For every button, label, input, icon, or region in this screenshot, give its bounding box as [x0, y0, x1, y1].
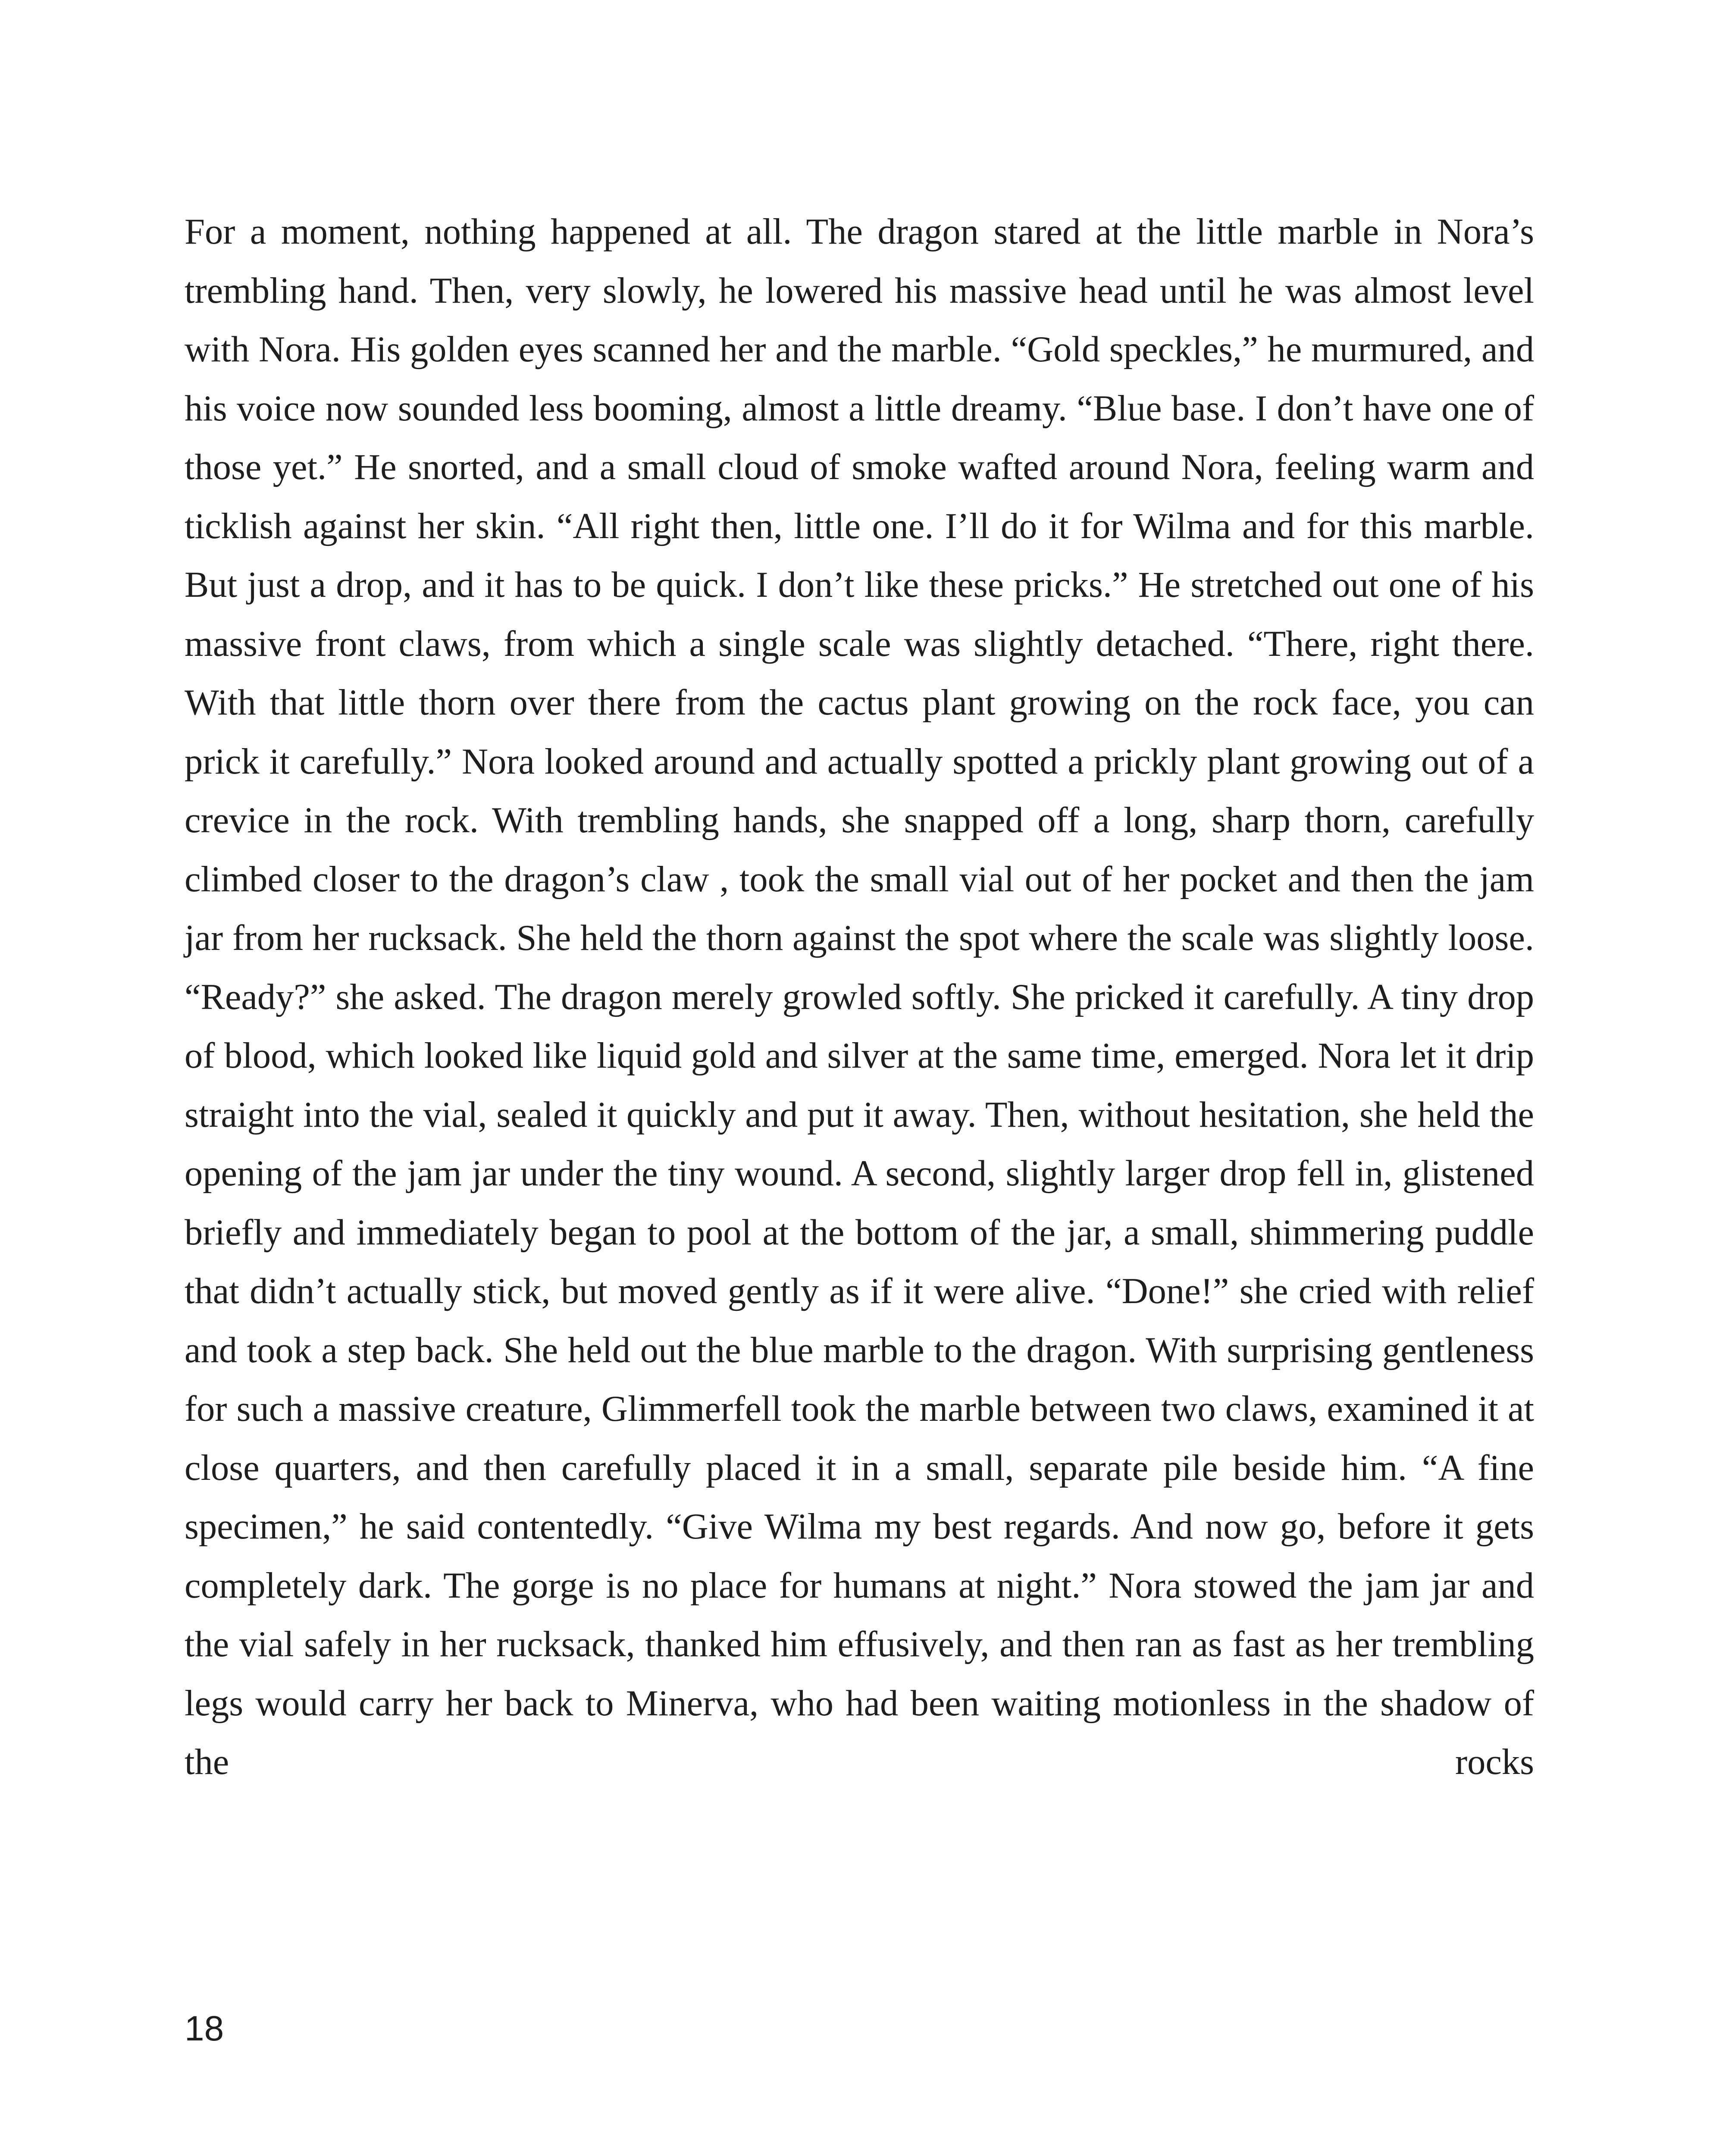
body-paragraph: For a moment, nothing happened at all. The dragon stared at the little marble in Nora’s trembling hand. Then, very slowly, he lowered his massive head until he was almost level with Nora. His golden eyes scanned her and the marble. “Gold speckles,” he murmured, and his voice now sounded less booming, almost a little dreamy. “Blue base. I don’t have one of those yet.” He snorted, and a small cloud of smoke wafted around Nora, feeling warm and ticklish against her skin. “All right then, little one. I’ll do it for Wilma and for this marble. But just a drop, and it has to be quick. I don’t like these pricks.” He stretched out one of his massive front claws, from which a single scale was slightly detached. “There, right there. With that little thorn over there from the cactus plant growing on the rock face, you can prick it carefully.” Nora looked around and actually spotted a prickly plant growing out of a crevice in the rock. With trembling hands, she snapped off a long, sharp thorn, carefully climbed closer to the dragon’s claw , took the small vial out of her pocket and then the jam jar from her rucksack. She held the thorn against the spot where the scale was slightly loose. “Ready?” she asked. The dragon merely growled softly. She pricked it carefully. A tiny drop of blood, which looked like liquid gold and silver at the same time, emerged. Nora let it drip straight into the vial, sealed it quickly and put it away. Then, without hesitation, she held the opening of the jam jar under the tiny wound. A second, slightly larger drop fell in, glistened briefly and immediately began to pool at the bottom of the jar, a small, shimmering puddle that didn’t actually stick, but moved gently as if it were alive. “Done!” she cried with relief and took a step back. She held out the blue marble to the dragon. With surprising gentleness for such a massive creature, Glimmerfell took the marble between two claws, examined it at close quarters, and then carefully placed it in a small, separate pile beside him. “A fine specimen,” he said contentedly. “Give Wilma my best regards. And now go, before it gets completely dark. The gorge is no place for humans at night.” Nora stowed the jam jar and the vial safely in her rucksack, thanked him effusively, and then ran as fast as her trembling legs would carry her back to Minerva, who had been waiting motionless in the shadow of the rocks — [185, 212, 1534, 1782]
page-number: 18 — [185, 2009, 224, 2048]
